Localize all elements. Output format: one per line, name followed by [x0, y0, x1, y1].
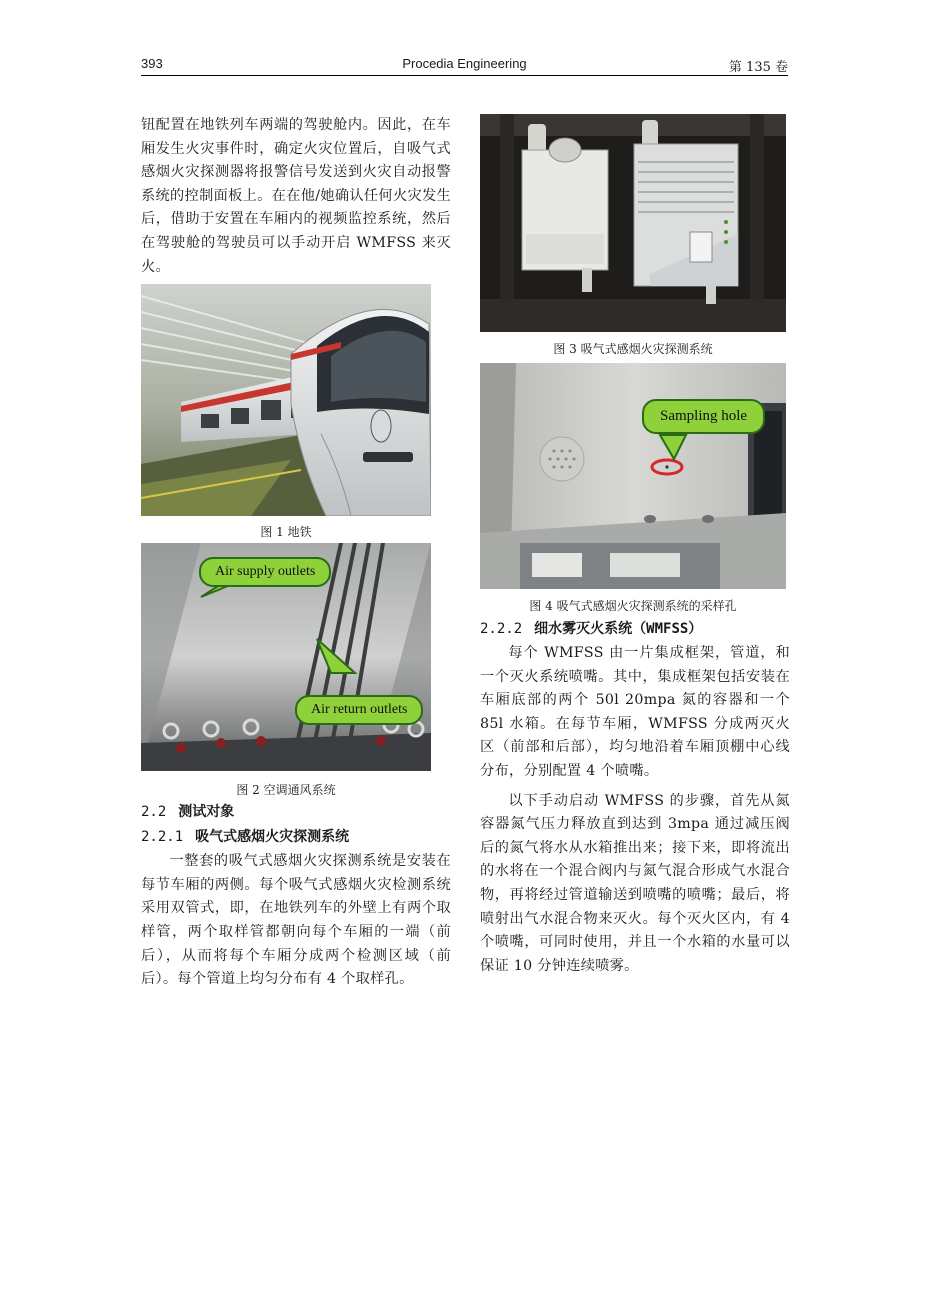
section-title: 吸气式感烟火灾探测系统 — [195, 829, 350, 846]
page-header — [141, 56, 788, 76]
figure-3 — [480, 114, 790, 357]
figure-2 — [141, 543, 451, 798]
figure-4-caption: 图 4 吸气式感烟火灾探测系统的采样孔 — [529, 599, 737, 613]
figure-1 — [141, 284, 451, 540]
aspirating-detector-photo — [480, 114, 786, 332]
paragraph-2-2-2-a: 每个 WMFSS 由一片集成框架，管道，和一个灭火系统喷嘴。其中，集成框架包括安装在车厢底部的两个 50l 20mpa 氮的容器和一个 85l 水箱。在每节车厢，WMFSS 分成两灭火区（前部和后部），均匀地沿着车厢顶棚中心线分布，分别配置 4 个喷嘴。 — [480, 645, 790, 779]
paragraph-intro: 钮配置在地铁列车两端的驾驶舱内。因此，在车厢发生火灾事件时，确定火灾位置后，自吸气式感烟火灾探测器将报警信号发送到火灾自动报警系统的控制面板上。在在他/她确认任何火灾发生后，借助于安置在车厢内的视频监控系统，然后在驾驶舱的驾驶员可以手动开启 WMFSS 来灭火。 — [141, 117, 451, 275]
section-2-2-1-heading — [141, 826, 451, 848]
paragraph-2-2-2-b: 以下手动启动 WMFSS 的步骤，首先从氮容器氮气压力释放直到达到 3mpa 通过减压阀后的氮气将水从水箱推出来；接下来，即将流出的水将在一个混合阀内与氮气混合形成气水混合物，再将经过管道输送到喷嘴的喷嘴；最后，将喷射出气水混合物来灭火。每个灭火区内，有 4 个喷嘴，可同时使用，并且一个水箱的水量可以保证 10 分钟连续喷雾。 — [480, 792, 790, 974]
paragraph-2-2-1: 一整套的吸气式感烟火灾探测系统是安装在每节车厢的两侧。每个吸气式感烟火灾检测系统采用双管式，即，在地铁列车的外壁上有两个取样管，两个取样管都朝向每个车厢的一端（前后），从而将每个车厢分成两个检测区域（前后）。每个管道上均匀分布有 4 个取样孔。 — [141, 853, 451, 988]
section-number: 2.2 — [141, 804, 167, 821]
subway-train-photo — [141, 284, 431, 516]
figure-2-caption: 图 2 空调通风系统 — [236, 783, 336, 798]
section-title: 测试对象 — [178, 804, 235, 821]
section-number: 2.2.1 — [141, 829, 184, 846]
page-number: 393 — [141, 56, 163, 71]
sampling-hole-callout: Sampling hole — [642, 399, 765, 434]
right-column — [480, 114, 790, 978]
section-2-2-heading — [141, 801, 451, 823]
figure-4 — [480, 363, 790, 614]
air-supply-callout: Air supply outlets — [199, 557, 331, 587]
section-title: 细水雾灭火系统（WMFSS） — [534, 621, 703, 637]
journal-name: Procedia Engineering — [402, 56, 527, 71]
left-column — [141, 114, 451, 992]
air-conditioning-ventilation-photo — [141, 543, 431, 771]
figure-3-caption: 图 3 吸气式感烟火灾探测系统 — [553, 342, 713, 356]
figure-1-caption: 图 1 地铁 — [260, 525, 312, 540]
volume-number: 第 135 卷 — [728, 60, 788, 75]
air-return-callout: Air return outlets — [295, 695, 423, 725]
header-rule — [141, 75, 788, 76]
section-2-2-2-heading — [480, 618, 790, 640]
sampling-hole-photo — [480, 363, 786, 589]
section-number: 2.2.2 — [480, 621, 523, 637]
